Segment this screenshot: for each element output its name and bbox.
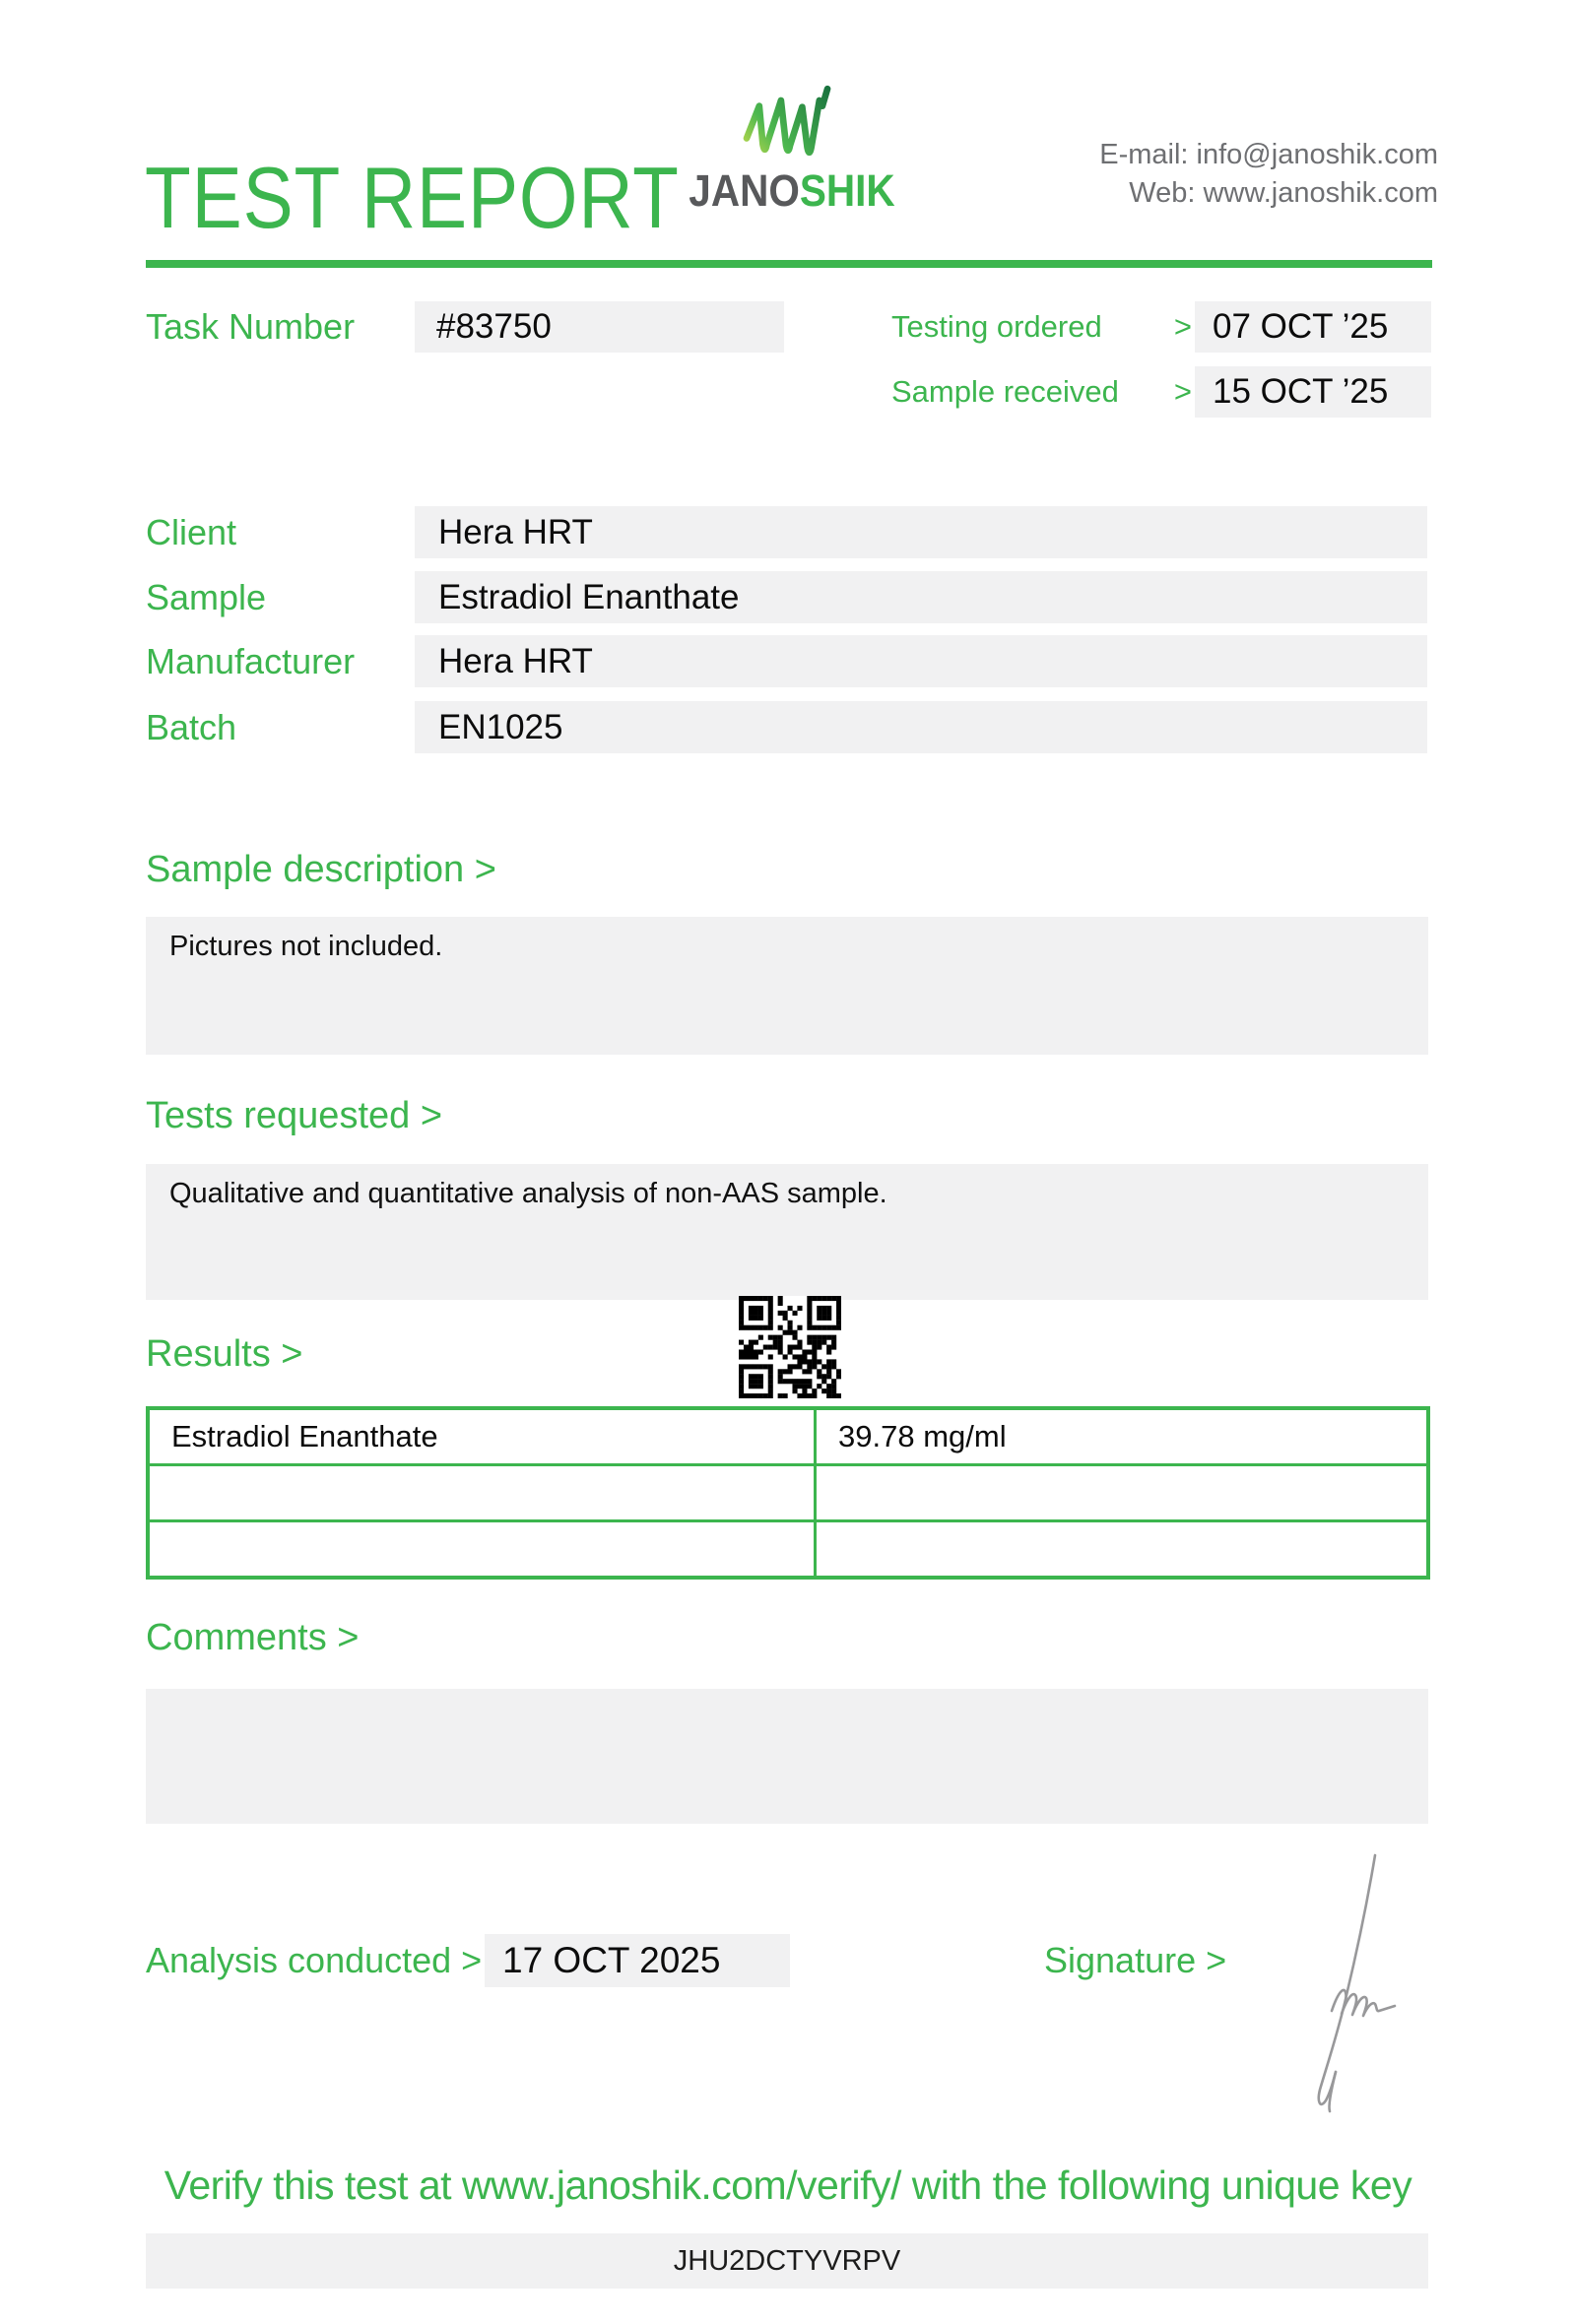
sample-description-box: [146, 917, 1428, 1055]
batch-value: EN1025: [415, 701, 1427, 753]
table-row: [148, 1520, 1428, 1578]
sample-received-value: 15 OCT ’25: [1195, 366, 1431, 418]
page-title: TEST REPORT: [145, 149, 680, 246]
sample-received-arrow-icon: >: [1173, 374, 1192, 409]
testing-ordered-arrow-icon: >: [1173, 309, 1192, 344]
analysis-date-value: 17 OCT 2025: [485, 1934, 790, 1987]
result-substance-cell: [148, 1520, 816, 1578]
testing-ordered-value: 07 OCT ’25: [1195, 301, 1431, 353]
header-divider-rule: [146, 260, 1432, 268]
tests-requested-box: [146, 1164, 1428, 1300]
results-table: [146, 1406, 1430, 1580]
contact-block: [1099, 136, 1438, 213]
sample-label: Sample: [146, 577, 267, 617]
manufacturer-label: Manufacturer: [146, 641, 356, 681]
table-row: [148, 1464, 1428, 1520]
sample-description-text: Pictures not included.: [169, 931, 443, 962]
sample-received-label: Sample received: [891, 374, 1119, 409]
testing-ordered-row: [891, 301, 1192, 353]
sample-received-row: [891, 366, 1192, 418]
task-number-value: #83750: [415, 301, 784, 353]
result-substance-cell: Estradiol Enanthate: [148, 1408, 816, 1464]
result-substance-cell: [148, 1464, 816, 1520]
janoshik-chart-logo-icon: [739, 81, 833, 160]
client-value: Hera HRT: [415, 506, 1427, 558]
logo-word-shik: SHIK: [799, 165, 895, 216]
contact-web: Web: www.janoshik.com: [1129, 177, 1438, 209]
qr-code: [739, 1296, 841, 1398]
task-number-label: Task Number: [146, 306, 356, 347]
result-value-cell: 39.78 mg/ml: [816, 1408, 1429, 1464]
tests-requested-text: Qualitative and quantitative analysis of non-AAS sample.: [169, 1178, 887, 1209]
results-heading: Results >: [146, 1333, 303, 1375]
handwritten-signature: [1273, 1843, 1426, 2119]
logo-word-jano: JANO: [689, 165, 800, 216]
client-label: Client: [146, 512, 237, 552]
tests-requested-heading: Tests requested >: [146, 1095, 443, 1136]
comments-box: [146, 1689, 1428, 1824]
analysis-conducted-label: Analysis conducted >: [146, 1940, 483, 1980]
result-value-cell: [816, 1464, 1429, 1520]
batch-label: Batch: [146, 707, 237, 747]
signature-label: Signature >: [1044, 1940, 1227, 1980]
table-row: [148, 1408, 1428, 1464]
janoshik-logo-wordmark: [689, 165, 895, 217]
manufacturer-value: Hera HRT: [415, 635, 1427, 687]
verify-unique-key: JHU2DCTYVRPV: [146, 2233, 1428, 2289]
result-value-cell: [816, 1520, 1429, 1578]
sample-value: Estradiol Enanthate: [415, 571, 1427, 623]
sample-description-heading: Sample description >: [146, 849, 496, 890]
comments-heading: Comments >: [146, 1617, 360, 1658]
verify-instruction: Verify this test at www.janoshik.com/verify/ with the following unique key: [164, 2163, 1412, 2208]
contact-email: E-mail: info@janoshik.com: [1099, 139, 1438, 170]
testing-ordered-label: Testing ordered: [891, 309, 1102, 344]
